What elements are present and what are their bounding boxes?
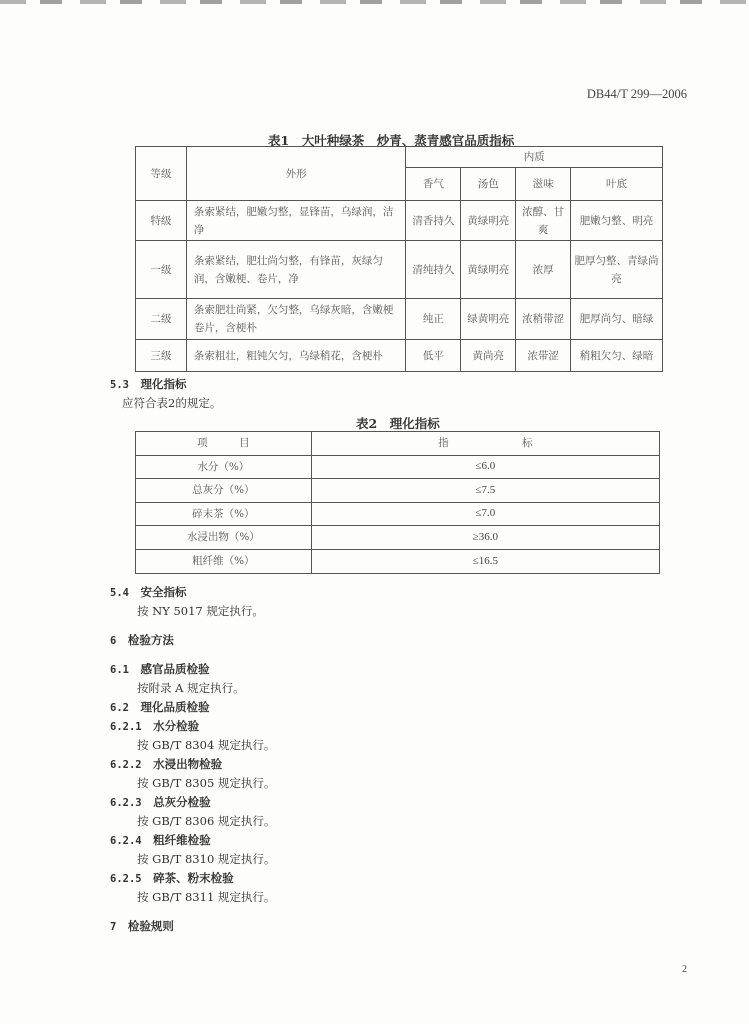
taste-cell: 浓带涩 [516, 340, 571, 372]
section-text: 按 NY 5017 规定执行。 [137, 604, 264, 618]
grade-cell: 一级 [136, 241, 187, 299]
liquor-cell: 黄绿明亮 [461, 241, 516, 299]
leaf-cell: 肥嫩匀整、明亮 [571, 201, 663, 241]
section-heading: 5.3 理化指标 [110, 377, 187, 391]
sensory-quality-table [135, 146, 663, 372]
table1-caption: 表1 大叶种绿茶 炒青、蒸青感官品质指标 [268, 133, 515, 148]
section-heading: 5.4 安全指标 [110, 585, 187, 599]
value-cell: ≤6.0 [311, 455, 659, 479]
taste-cell: 浓厚 [516, 241, 571, 299]
appearance-cell: 条索紧结，肥嫩匀整，显锋苗，乌绿润，洁净 [186, 201, 406, 241]
table-row [136, 299, 663, 340]
table-row [136, 201, 663, 241]
section-text: 按 GB/T 8304 规定执行。 [137, 738, 276, 752]
header-leaf-base: 叶底 [571, 168, 663, 201]
header-aroma: 香气 [406, 168, 461, 201]
liquor-cell: 绿黄明亮 [461, 299, 516, 340]
table-row [136, 455, 660, 479]
value-cell: ≤7.5 [311, 479, 659, 503]
section-heading: 6.2.5 碎茶、粉末检验 [110, 871, 234, 885]
item-cell: 碎末茶（%） [136, 502, 312, 526]
appearance-cell: 条索肥壮尚紧，欠匀整，乌绿灰暗，含嫩梗卷片，含梗朴 [186, 299, 406, 340]
section-heading: 6 检验方法 [110, 633, 174, 647]
grade-cell: 三级 [136, 340, 187, 372]
section-heading: 7 检验规则 [110, 919, 174, 933]
aroma-cell: 清香持久 [406, 201, 461, 241]
header-appearance: 外形 [186, 147, 406, 201]
header-inner-quality: 内质 [406, 147, 663, 168]
appearance-cell: 条索粗壮，粗钝欠匀，乌绿稍花，含梗朴 [186, 340, 406, 372]
table-row [136, 549, 660, 573]
grade-cell: 二级 [136, 299, 187, 340]
section-text: 按 GB/T 8311 规定执行。 [137, 890, 276, 904]
header-index: 指 标 [311, 432, 659, 456]
page-number: 2 [682, 964, 687, 975]
section-heading: 6.2.3 总灰分检验 [110, 795, 211, 809]
value-cell: ≤16.5 [311, 549, 659, 573]
header-grade: 等级 [136, 147, 187, 201]
liquor-cell: 黄尚亮 [461, 340, 516, 372]
section-heading: 6.2.4 粗纤维检验 [110, 833, 211, 847]
section-text: 应符合表2的规定。 [122, 396, 222, 410]
table-row [136, 241, 663, 299]
aroma-cell: 纯正 [406, 299, 461, 340]
section-heading: 6.2.2 水浸出物检验 [110, 757, 223, 771]
leaf-cell: 肥厚匀整、青绿尚亮 [571, 241, 663, 299]
section-heading: 6.1 感官品质检验 [110, 662, 210, 676]
scan-edge-artifact [0, 0, 749, 4]
table-row [136, 340, 663, 372]
table-row [136, 526, 660, 550]
item-cell: 水分（%） [136, 455, 312, 479]
section-text: 按附录 A 规定执行。 [137, 681, 245, 695]
section-text: 按 GB/T 8310 规定执行。 [137, 852, 276, 866]
aroma-cell: 清纯持久 [406, 241, 461, 299]
section-heading: 6.2 理化品质检验 [110, 700, 210, 714]
table-row [136, 502, 660, 526]
item-cell: 水浸出物（%） [136, 526, 312, 550]
header-liquor-color: 汤色 [461, 168, 516, 201]
section-text: 按 GB/T 8306 规定执行。 [137, 814, 276, 828]
appearance-cell: 条索紧结，肥壮尚匀整，有锋苗，灰绿匀润，含嫩梗、卷片，净 [186, 241, 406, 299]
header-taste: 滋味 [516, 168, 571, 201]
value-cell: ≥36.0 [311, 526, 659, 550]
item-cell: 粗纤维（%） [136, 549, 312, 573]
leaf-cell: 肥厚尚匀、暗绿 [571, 299, 663, 340]
table-row [136, 479, 660, 503]
leaf-cell: 稍粗欠匀、绿暗 [571, 340, 663, 372]
taste-cell: 浓醇、甘爽 [516, 201, 571, 241]
taste-cell: 浓稍带涩 [516, 299, 571, 340]
section-heading: 6.2.1 水分检验 [110, 719, 200, 733]
header-item: 项 目 [136, 432, 312, 456]
table2-caption: 表2 理化指标 [356, 416, 440, 431]
value-cell: ≤7.0 [311, 502, 659, 526]
section-text: 按 GB/T 8305 规定执行。 [137, 776, 276, 790]
physicochemical-table [135, 431, 660, 574]
item-cell: 总灰分（%） [136, 479, 312, 503]
liquor-cell: 黄绿明亮 [461, 201, 516, 241]
standard-code: DB44/T 299—2006 [586, 87, 687, 101]
aroma-cell: 低平 [406, 340, 461, 372]
grade-cell: 特级 [136, 201, 187, 241]
